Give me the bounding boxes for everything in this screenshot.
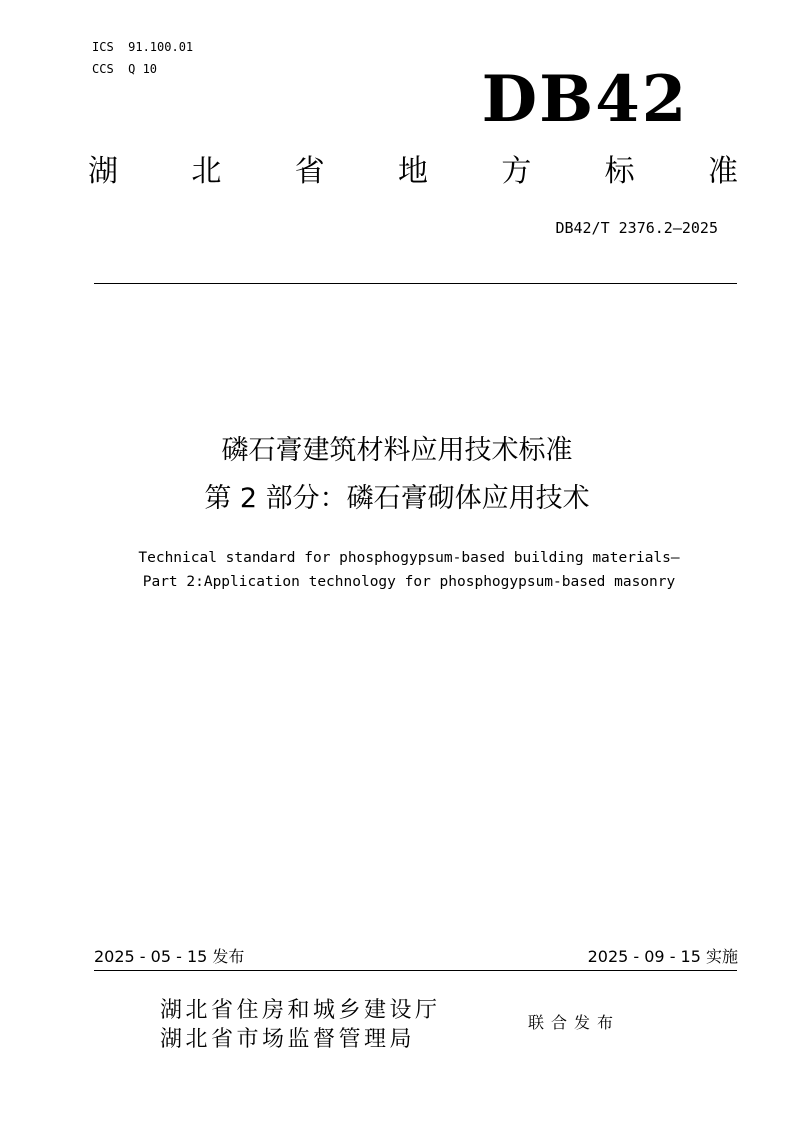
standard-type-char: 北	[191, 154, 222, 189]
standard-type-char: 地	[397, 154, 428, 189]
title-cn-line1: 磷石膏建筑材料应用技术标准	[221, 435, 573, 466]
standard-type-char: 方	[501, 154, 532, 189]
issuer-housing-dept: 湖北省住房和城乡建设厅	[160, 998, 441, 1023]
joint-issue-label: 联合发布	[528, 1013, 621, 1032]
ccs-code: CCS Q 10	[92, 62, 158, 76]
standard-type-char: 准	[707, 154, 738, 189]
title-cn-line2: 第 2 部分：磷石膏砌体应用技术	[204, 483, 590, 514]
title-en-line2: Part 2:Application technology for phosphogypsum-based masonry	[142, 574, 676, 590]
ics-code: ICS 91.100.01	[92, 40, 194, 54]
issuer-market-supervision: 湖北省市场监督管理局	[160, 1027, 416, 1052]
title-en-line1: Technical standard for phosphogypsum-based building materials—	[138, 550, 680, 566]
publish-date: 2025 - 05 - 15 发布	[94, 947, 245, 966]
standard-number: DB42/T 2376.2—2025	[555, 219, 718, 237]
standard-type-heading	[88, 150, 738, 194]
standard-type-char: 省	[294, 154, 325, 189]
db-logo: DB42	[481, 62, 689, 137]
standard-type-char: 湖	[88, 154, 118, 189]
top-divider	[94, 283, 737, 284]
standard-type-char: 标	[604, 154, 635, 189]
bottom-divider	[94, 970, 737, 971]
effective-date: 2025 - 09 - 15 实施	[587, 947, 738, 966]
